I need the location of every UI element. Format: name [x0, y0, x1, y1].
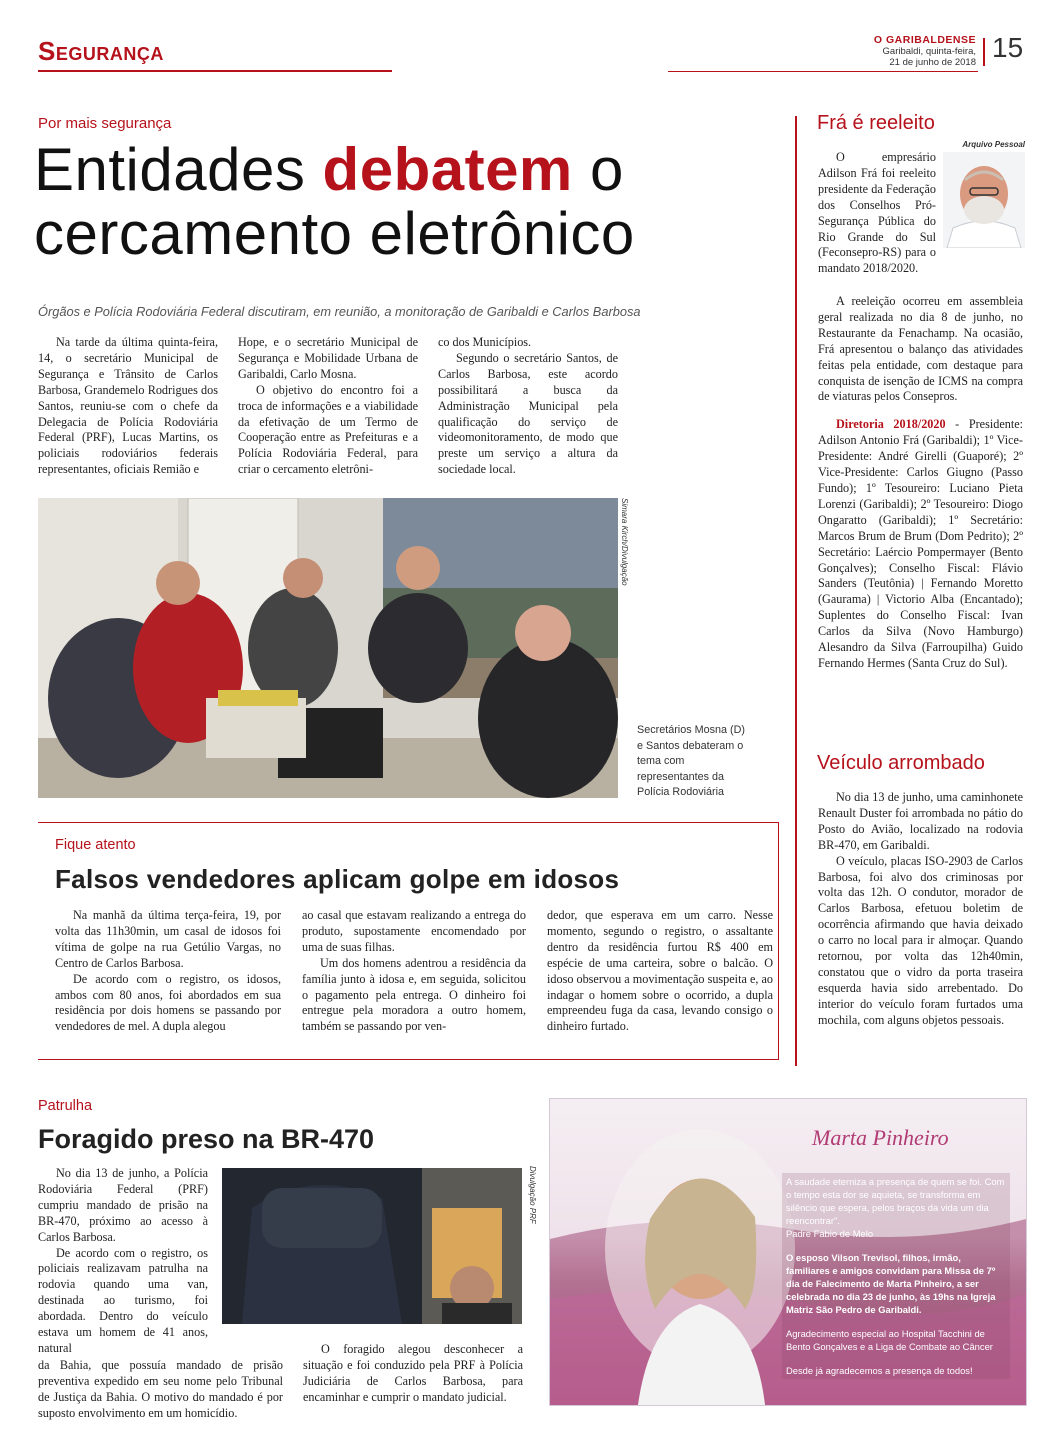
obituary-thanks: Agradecimento especial ao Hospital Tacchini de Bento Gonçalves e a Liga de Combate ao Câncer — [786, 1328, 993, 1352]
obituary-name: Marta Pinheiro — [812, 1125, 949, 1150]
dateline: Garibaldi, quinta-feira, — [882, 46, 976, 57]
meeting-photo — [38, 498, 618, 798]
patrol-headline: Foragido preso na BR-470 — [38, 1124, 375, 1154]
meeting-photo-illustration — [38, 498, 618, 798]
obituary-quote-author: Padre Fábio de Melo — [786, 1228, 874, 1239]
obituary-quote: A saudade eterniza a presença de quem se foi. Com o tempo esta dor se aquieta, se transforma em silêncio que espera, pelos braços da vida um dia reencontrar". — [786, 1176, 1005, 1226]
masthead — [820, 34, 976, 68]
header-rule-left — [38, 70, 392, 72]
obituary-closing: Desde já agradecemos a presença de todos! — [786, 1365, 973, 1376]
patrol-col-1-bottom: da Bahia, que possuía mandado de prisão preventiva expedido em seu nome pelo Tribunal de Justiça da Bahia. O motivo do mandado é por suposto envolvimento em um homicídio. — [38, 1358, 283, 1420]
headline-highlight: debatem — [322, 136, 573, 203]
main-headline — [34, 138, 774, 266]
sidebar-1-body: A reeleição ocorreu em assembleia geral realizada no dia 8 de junho, no Restaurante da Fenachamp. Na ocasião, Frá apresentou o balanço das atividades feitas pela entidade, com destaque para conquista de isenção de ICMS na compra de viaturas pelos Consepros. Diretoria 2018/2020 - Presidente: Adilson Antonio Frá (Garibaldi); 1º Vice-Presidente: André Girelli (Guaporé); 2º Vice-Presidente: Carlos Giugno (Passo Fundo); 1º Tesoureiro: Luciano Pieta Lorenzi (Garibaldi); 2º Tesoureiro: Diogo Ongaratto (Garibaldi); 1º Secretário: Marcos Brum de Brum (Dom Pedrito); 2º Secretário: Laércio Pompermayer (Bento Gonçalves); Conselho Fiscal: Flávio Sanders (Teutônia) | Fernando Moretto (Gaurama) | Victorio Alba (Encantado); Suplentes do Conselho Fiscal: Ivan Carlos da Silva (Novo Hamburgo) Alesandro da Silva (Farroupilha) Guido Fernando Hermes (Santa Cruz do Sul). — [818, 294, 1023, 670]
header-rule-mid — [668, 71, 978, 72]
headline-part-1: Entidades — [34, 136, 323, 203]
sidebar-2-body: No dia 13 de junho, uma caminhonete Renault Duster foi arrombada no pátio do Posto do Avião, localizado na rodovia BR-470, em Garibaldi. O veículo, placas ISO-2903 de Carlos Barbosa, foi alvo dos criminosas por volta das 12h. O condutor, morador de Carlos Barbosa, efetuou boletim de ocorrência afirmando que havia deixado o carro no local para ir almoçar. Quando retornou, por volta das 12h40min, constatou que o vidro da porta traseira esquerda havia sido arrebentado. Do interior do veículo foram furtados uma mochila, com alguns objetos pessoais. — [818, 790, 1023, 1027]
main-col-2: Hope, e o secretário Municipal de Segurança e Mobilidade Urbana de Garibaldi, Carlo Mosna. O objetivo do encontro foi a troca de informações e a viabilidade da efetivação de um Termo de Cooperação entre as Prefeituras e a Polícia Rodoviária Federal, para criar o cercamento eletrôni- — [238, 335, 418, 477]
scam-col-2: ao casal que estavam realizando a entrega do produto, supostamente encomendado por uma de suas filhas. Um dos homens adentrou a residência da família junto à idosa e, em seguida, solicitou o pagamento pela entrega. O dinheiro foi entregue pela moradora a outro homem, também se passando por ven- — [302, 908, 526, 1034]
sidebar-photo-credit-holder: Arquivo Pessoal — [962, 140, 1025, 149]
patrol-col-2: O foragido alegou desconhecer a situação e foi conduzido pela PRF à Polícia Judiciária de Carlos Barbosa, para encaminhar e cumprir o mandato judicial. — [303, 1342, 523, 1404]
headline-part-3: cercamento eletrônico — [34, 200, 635, 267]
main-col-1: Na tarde da última quinta-feira, 14, o secretário Municipal de Segurança e Trânsito de Carlos Barbosa, Grandemelo Rodrigues dos Santos, reuniu-se com o chefe da Delegacia de Polícia Rodoviária Federal (PRF), Lucas Martins, os policiais rodoviários federais representantes, oficiais Remião e — [38, 335, 218, 477]
patrol-photo — [222, 1168, 522, 1324]
main-kicker: Por mais segurança — [38, 115, 172, 132]
section-title: Segurança — [38, 36, 164, 66]
obituary-text-block — [782, 1173, 1010, 1379]
patrol-col-1-top: No dia 13 de junho, a Polícia Rodoviária Federal (PRF) cumpriu mandado de prisão na BR-470, próximo ao acesso à Carlos Barbosa. De acordo com o registro, os policiais realizavam patrulha na rodovia quando uma van, destinada ao turismo, foi abordada. Dentro do veículo estava um homem de 41 anos, natural — [38, 1166, 208, 1355]
obituary-box — [549, 1098, 1027, 1406]
dateline-date: 21 de junho de 2018 — [889, 57, 976, 68]
fra-portrait — [943, 152, 1025, 248]
main-subhead: Órgãos e Polícia Rodoviária Federal discutiram, em reunião, a monitoração de Garibaldi e Carlos Barbosa — [38, 304, 641, 319]
sidebar-rule — [795, 116, 797, 1066]
scam-headline: Falsos vendedores aplicam golpe em idosos — [55, 864, 620, 894]
board-label: Diretoria 2018/2020 — [836, 417, 946, 432]
sidebar-1-intro: O empresário Adilson Frá foi reeleito presidente da Federação dos Conselhos Pró-Segurança Pública do Rio Grande do Sul (Feconsepro-RS) para o mandato 2018/2020. — [818, 150, 936, 276]
patrol-photo-illustration — [222, 1168, 522, 1324]
fra-portrait-illustration — [943, 152, 1025, 248]
patrol-photo-credit: Divulgação PRF — [528, 1166, 537, 1224]
scam-kicker: Fique atento — [55, 837, 136, 853]
headline-part-2: o — [572, 136, 624, 203]
patrol-kicker: Patrulha — [38, 1098, 93, 1114]
scam-col-3: dedor, que esperava em um carro. Nesse momento, segundo o registro, o assaltante dentro da residência furtou R$ 400 em espécie de uma carteira, sobre o balcão. O idoso observou a movimentação suspeita e, ao indagar o homem sobre o ocorrido, a dupla empreendeu fuga da casa, levando consigo o dinheiro furtado. — [547, 908, 773, 1034]
obituary-invite: O esposo Vilson Trevisol, filhos, irmão, familiares e amigos convidam para Missa de 7º dia de Falecimento de Marta Pinheiro, a ser celebrada no dia 23 de junho, às 19hs na Igreja Matriz São Pedro de Garibaldi. — [786, 1252, 996, 1315]
page-number: 15 — [992, 32, 1024, 63]
sidebar-1-title: Frá é reeleito — [817, 112, 935, 134]
meeting-photo-caption: Secretários Mosna (D) e Santos debateram o tema com representantes da Polícia Rodoviária — [637, 724, 746, 798]
sidebar-2-title: Veículo arrombado — [817, 752, 985, 774]
scam-col-1: Na manhã da última terça-feira, 19, por volta das 11h30min, um casal de idosos foi vítima de golpe na rua Getúlio Vargas, no Centro de Carlos Barbosa. De acordo com o registro, os idosos, ambos com 80 anos, foi abordados em sua residência por dois homens se passando por vendedores de mel. A dupla alegou — [55, 908, 281, 1034]
masthead-divider — [983, 38, 985, 66]
meeting-photo-credit: Simara Kirch/Divulgação — [620, 498, 629, 586]
board-text: - Presidente: Adilson Antonio Frá (Garibaldi); 1º Vice-Presidente: André Girelli (Guaporé); 2º Vice-Presidente: Carlos Giugno (Passo Fundo); 1º Tesoureiro: Luciano Pieta Lorenzi (Garibaldi); 2º Tesoureiro: Diogo Ongaratto (Garibaldi); 1º Secretário: Marcos Brum de Brum (Dom Pedrito); 2º Secretário: Laércio Pompermayer (Bento Gonçalves); Conselho Fiscal: Flávio Sanders (Teutônia) | Fernando Moretto (Gaurama) | Victorio Alba (Encantado); Suplentes do Conselho Fiscal: Ivan Carlos da Silva (Novo Hamburgo) Alesandro da Silva (Farroupilha) Guido Fernando Hermes (Santa Cruz do Sul). — [818, 417, 1023, 670]
newspaper-name: O GARIBALDENSE — [873, 34, 976, 46]
main-col-3: co dos Municípios. Segundo o secretário Santos, de Carlos Barbosa, este acordo possibilitará a busca da Administração Municipal pela qualificação do serviço de videomonitoramento, de modo que preste um serviço a altura da sociedade local. — [438, 335, 618, 477]
